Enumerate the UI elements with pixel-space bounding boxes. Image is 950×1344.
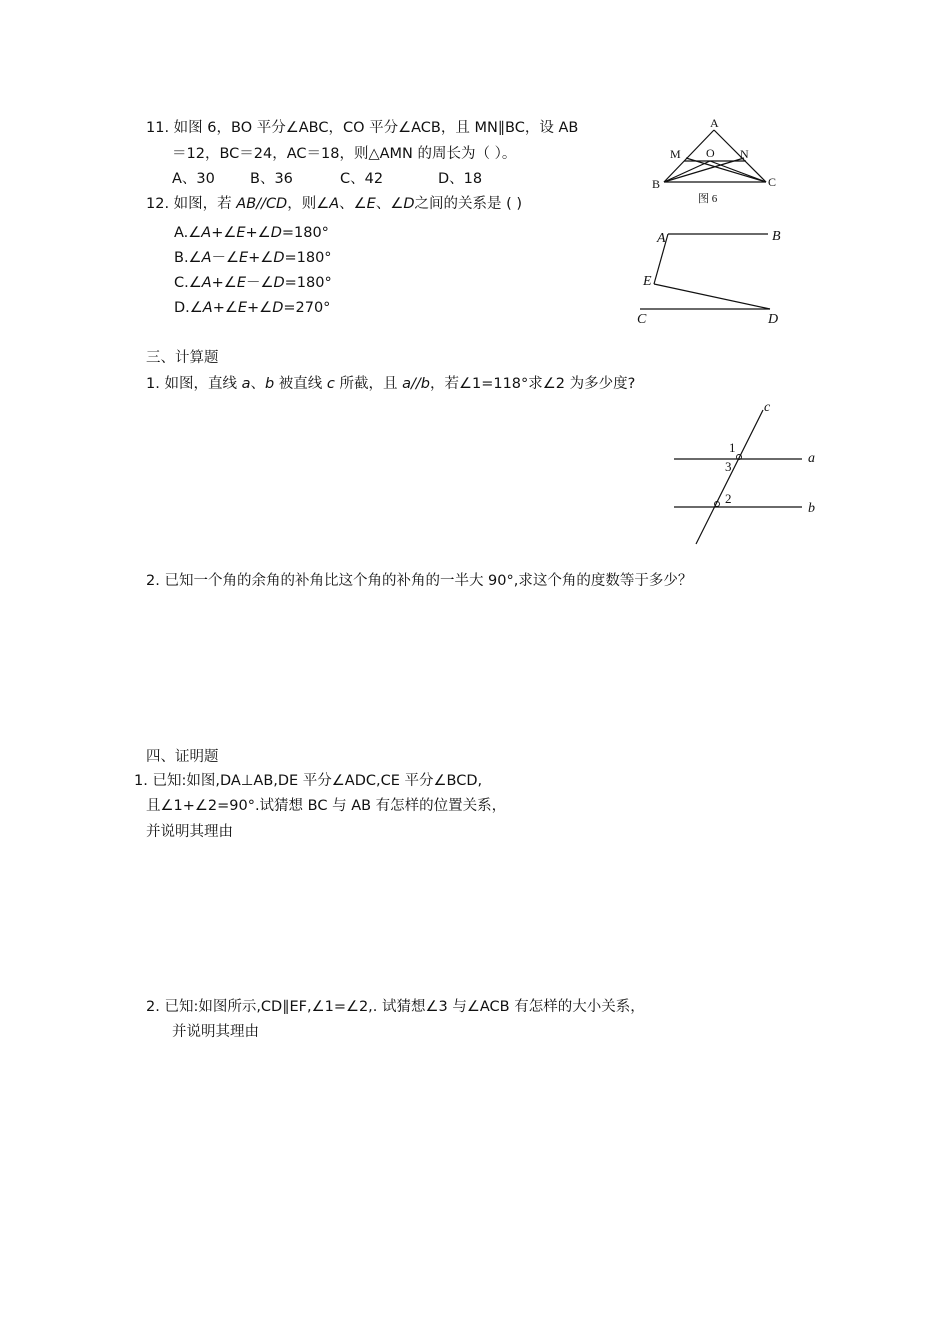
q12-stem-par: //	[256, 196, 266, 212]
q12-opt-b-v3: D	[273, 250, 285, 266]
q12-stem-d: D	[403, 196, 415, 212]
s4-q2-line2: 并说明其理由	[172, 1024, 259, 1040]
q12-opt-b-p2: －∠	[211, 250, 239, 266]
q12-opt-a-v1: A	[201, 225, 212, 241]
q12-opt-d-p1: D.∠	[174, 300, 203, 316]
fig-ab-label-a: a	[808, 451, 815, 466]
q12-stem-pre: 12. 如图，若	[146, 196, 237, 212]
figure-parallel-lines	[668, 398, 828, 548]
s4-q2-line1: 2. 已知:如图所示,CD∥EF,∠1=∠2,. 试猜想∠3 与∠ACB 有怎样的大小关系，	[146, 999, 645, 1015]
q11-option-d: D、18	[438, 171, 483, 187]
s4-q1-line1: 1. 已知:如图,DA⊥AB,DE 平分∠ADC,CE 平分∠BCD,	[134, 773, 483, 789]
q12-opt-c-p3: －∠	[245, 275, 274, 291]
q12-opt-d-v2: E	[237, 300, 248, 316]
q12-stem-e: E	[366, 196, 376, 212]
fig6-label-c: C	[768, 175, 777, 189]
q11-option-c: C、42	[340, 171, 384, 187]
q12-opt-a-v3: D	[270, 225, 282, 241]
q12-stem	[146, 195, 522, 213]
fig12-label-e: E	[643, 274, 652, 289]
s3-q1-a: a	[241, 376, 251, 392]
q11-line2: ＝12，BC＝24，AC＝18，则△AMN 的周长为（ ）。	[172, 146, 517, 162]
q12-opt-a-v2: E	[236, 225, 246, 241]
q11-option-a: A、30	[172, 171, 215, 187]
q12-stem-ab: AB	[236, 196, 257, 212]
fig6-label-b: B	[652, 177, 661, 191]
q12-opt-d-p2: +∠	[212, 300, 238, 316]
s3-q1-b2: b	[420, 376, 430, 392]
q12-opt-a-p3: +∠	[245, 225, 271, 241]
s3-q1-p5: //	[410, 376, 421, 392]
q12-option-d	[174, 299, 330, 317]
section-3-title: 三、计算题	[146, 350, 219, 366]
fig-ab-angle-2: 2	[725, 491, 732, 506]
s3-q1-p4: 所截，且	[334, 376, 403, 392]
figure-q12-zigzag	[630, 222, 790, 332]
q12-opt-d-p4: =270°	[283, 300, 331, 316]
q12-opt-d-v3: D	[272, 300, 284, 316]
q12-opt-c-p4: =180°	[284, 275, 332, 291]
fig6-label-n: N	[740, 147, 749, 161]
q12-opt-b-v1: A	[201, 250, 212, 266]
q12-stem-cd: CD	[265, 196, 288, 212]
q12-stem-sep2: 、∠	[375, 196, 404, 212]
section-4-title: 四、证明题	[146, 749, 219, 765]
q12-opt-d-v1: A	[202, 300, 213, 316]
s3-q1-b: b	[264, 376, 275, 392]
q11-line1: 11. 如图 6，BO 平分∠ABC，CO 平分∠ACB，且 MN∥BC，设 AB	[146, 120, 579, 136]
q12-stem-mid: ，则∠	[287, 196, 330, 212]
q12-opt-b-p4: =180°	[284, 250, 332, 266]
q12-opt-c-v1: A	[201, 275, 212, 291]
q12-opt-b-p3: +∠	[248, 250, 274, 266]
fig6-label-a: A	[710, 116, 719, 130]
fig6-caption: 图 6	[698, 193, 718, 205]
q12-opt-a-p1: A.∠	[174, 225, 202, 241]
s3-q1-text	[146, 375, 635, 393]
s3-q1-c: c	[326, 376, 335, 392]
fig12-label-a: A	[657, 231, 666, 246]
s4-q1-line3: 并说明其理由	[146, 824, 233, 840]
s3-q1-p2: 、	[250, 376, 265, 392]
s3-q1-p1: 1. 如图，直线	[146, 376, 242, 392]
s3-q1-p6: ，若∠1=118°求∠2 为多少度?	[429, 376, 636, 392]
q12-opt-b-p1: B.∠	[174, 250, 202, 266]
q12-opt-b-v2: E	[238, 250, 249, 266]
q12-opt-a-p2: +∠	[211, 225, 237, 241]
s3-q1-a2: a	[402, 376, 411, 392]
fig12-label-c: C	[637, 312, 647, 327]
fig-ab-label-b: b	[808, 501, 815, 516]
q12-stem-sep1: 、∠	[339, 196, 367, 212]
s3-q2-text: 2. 已知一个角的余角的补角比这个角的补角的一半大 90°,求这个角的度数等于多少？	[146, 573, 693, 589]
q11-option-b: B、36	[250, 171, 293, 187]
q12-stem-post: 之间的关系是 ( )	[414, 196, 523, 212]
q12-option-c	[174, 274, 332, 292]
fig6-label-m: M	[670, 147, 681, 161]
q12-opt-d-p3: +∠	[247, 300, 273, 316]
q12-opt-a-p4: =180°	[281, 225, 329, 241]
fig12-label-d: D	[768, 312, 779, 327]
figure-6-triangle	[640, 110, 790, 210]
q12-opt-c-p2: +∠	[211, 275, 237, 291]
q12-stem-a: A	[329, 196, 340, 212]
s3-q1-p3: 被直线	[274, 376, 327, 392]
fig-ab-angle-1: 1	[729, 440, 736, 455]
q12-option-b	[174, 249, 332, 267]
fig-ab-label-c: c	[764, 400, 771, 415]
q12-opt-c-v2: E	[236, 275, 246, 291]
q12-option-a	[174, 224, 329, 242]
fig-ab-angle-3: 3	[725, 459, 732, 474]
q12-opt-c-v3: D	[273, 275, 285, 291]
q12-opt-c-p1: C.∠	[174, 275, 202, 291]
fig6-label-o: O	[706, 146, 715, 160]
fig12-label-b: B	[772, 229, 781, 244]
s4-q1-line2: 且∠1+∠2=90°.试猜想 BC 与 AB 有怎样的位置关系，	[146, 798, 507, 814]
